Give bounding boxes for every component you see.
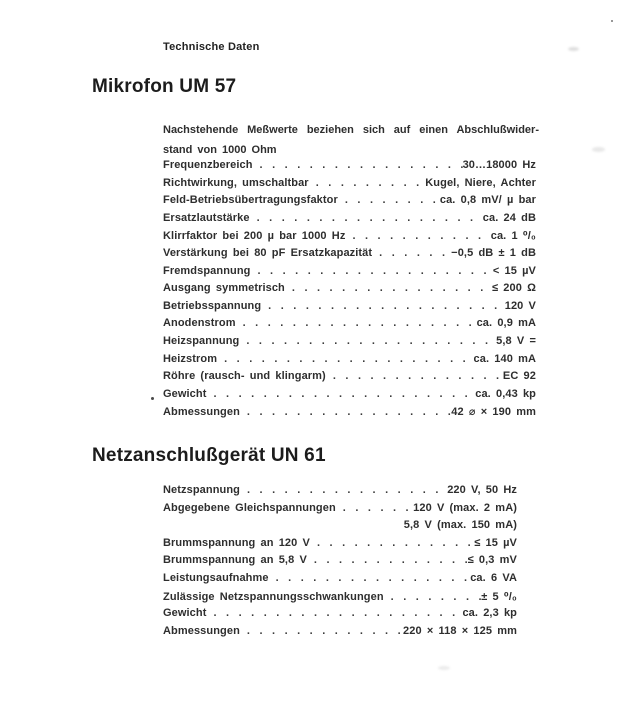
spec-label: Frequenzbereich	[163, 159, 253, 171]
spec-row	[163, 265, 536, 283]
spec-label: Brummspannung an 120 V	[163, 536, 310, 549]
dot-leader	[307, 554, 468, 566]
spec-label: Klirrfaktor bei 200 µ bar 1000 Hz	[163, 230, 346, 243]
dot-leader	[236, 317, 477, 329]
spec-label: Anodenstrom	[163, 317, 236, 330]
spec-row	[163, 537, 517, 555]
spec-row	[163, 502, 517, 520]
dot-leader	[250, 265, 492, 277]
spec-label: Abmessungen	[163, 624, 240, 637]
spec-label: Richtwirkung, umschaltbar	[163, 176, 309, 189]
spec-label: Betriebsspannung	[163, 299, 262, 312]
spec-label: Verstärkung bei 80 pF Ersatzkapazität	[163, 246, 373, 259]
spec-value: ± 5 ⁰/₀	[481, 590, 517, 603]
spec-row	[163, 625, 517, 643]
spec-row	[163, 317, 536, 335]
spec-value: ca. 24 dB	[482, 211, 536, 224]
scan-artifact-smudge	[592, 147, 605, 152]
dot-leader	[207, 388, 476, 400]
spec-value: EC 92	[502, 370, 536, 383]
spec-value: 5,8 V (max. 150 mA)	[403, 519, 517, 532]
spec-value: ≤ 0,3 mV	[467, 554, 517, 567]
spec-value: ca. 6 VA	[470, 571, 517, 584]
netzteil-spec-table	[163, 484, 517, 642]
spec-label: Heizstrom	[163, 352, 218, 365]
dot-leader	[217, 353, 473, 365]
spec-value: ca. 0,9 mA	[476, 317, 536, 330]
spec-value: ca. 0,43 kp	[475, 387, 536, 400]
spec-label: Gewicht	[163, 607, 207, 620]
dot-leader	[261, 300, 505, 312]
spec-label: Heizspannung	[163, 334, 240, 347]
spec-row	[163, 194, 536, 212]
dot-leader	[372, 247, 451, 259]
spec-row	[163, 247, 536, 265]
scan-artifact-smudge	[568, 47, 579, 51]
spec-row	[163, 370, 536, 388]
spec-row	[163, 335, 536, 353]
section-title-mikrofon-um57: Mikrofon UM 57	[92, 76, 237, 97]
spec-label: Abmessungen	[163, 406, 240, 419]
dot-leader	[250, 212, 483, 224]
spec-value: ≤ 15 µV	[474, 536, 517, 549]
spec-row	[163, 300, 536, 318]
spec-value: 120 V (max. 2 mA)	[413, 501, 517, 514]
spec-row	[163, 554, 517, 572]
dot-leader	[310, 537, 474, 549]
spec-row	[163, 388, 536, 406]
spec-label: Zulässige Netzspannungsschwankungen	[163, 590, 384, 603]
spec-row	[163, 590, 517, 608]
intro-paragraph	[163, 120, 539, 160]
dot-leader	[269, 572, 471, 584]
section-title-netzanschlussgeraet-un61: Netzanschlußgerät UN 61	[92, 445, 326, 466]
spec-label: Leistungsaufnahme	[163, 571, 269, 584]
spec-row	[163, 229, 536, 247]
spec-row	[163, 607, 517, 625]
spec-value: ca. 0,8 mV/ µ bar	[439, 194, 536, 207]
spec-row	[163, 484, 517, 502]
spec-label: Fremdspannung	[163, 264, 251, 277]
spec-value: 120 V	[504, 299, 536, 312]
spec-value: 30…18000 Hz	[462, 159, 536, 171]
spec-value: −0,5 dB ± 1 dB	[451, 246, 536, 259]
scan-artifact-dot	[151, 397, 154, 400]
spec-row	[163, 159, 536, 177]
spec-row	[163, 405, 536, 423]
spec-label: Abgegebene Gleichspannungen	[163, 501, 336, 514]
spec-value: 220 V, 50 Hz	[447, 484, 517, 496]
dot-leader	[326, 370, 503, 382]
spec-row	[163, 353, 536, 371]
dot-leader	[285, 282, 492, 294]
spec-row	[163, 282, 536, 300]
spec-value: 42 ⌀ × 190 mm	[451, 406, 536, 419]
dot-leader	[336, 502, 413, 514]
spec-row	[163, 212, 536, 230]
mikrofon-spec-table	[163, 159, 536, 423]
dot-leader	[384, 591, 482, 603]
spec-row-continuation	[163, 519, 517, 537]
spec-value: ca. 1 ⁰/₀	[490, 230, 536, 243]
spec-value: ca. 140 mA	[473, 352, 536, 365]
spec-value: ca. 2,3 kp	[462, 607, 517, 620]
scan-artifact-dot	[611, 20, 613, 22]
page-kicker: Technische Daten	[163, 41, 260, 53]
dot-leader	[345, 230, 490, 242]
intro-line: stand von 1000 Ohm	[163, 144, 277, 156]
spec-label: Netzspannung	[163, 484, 240, 496]
dot-leader	[240, 625, 403, 637]
dot-leader	[239, 335, 496, 347]
spec-label: Gewicht	[163, 387, 207, 400]
dot-leader	[240, 484, 447, 496]
dot-leader	[338, 194, 440, 206]
spec-value: 5,8 V =	[496, 334, 536, 347]
spec-label: Brummspannung an 5,8 V	[163, 554, 307, 567]
intro-line: Nachstehende Meßwerte beziehen sich auf einen Abschlußwider-	[163, 124, 539, 136]
spec-label: Ersatzlautstärke	[163, 211, 250, 224]
spec-label: Röhre (rausch- und klingarm)	[163, 370, 326, 383]
dot-leader	[253, 159, 463, 171]
spec-row	[163, 572, 517, 590]
spec-label: Feld-Betriebsübertragungsfaktor	[163, 194, 338, 207]
scan-artifact-smudge	[438, 666, 450, 670]
spec-value: < 15 µV	[492, 264, 536, 277]
dot-leader	[240, 406, 451, 418]
spec-value: 220 × 118 × 125 mm	[403, 624, 517, 637]
spec-value: Kugel, Niere, Achter	[425, 176, 536, 189]
spec-row	[163, 177, 536, 195]
spec-value: ≤ 200 Ω	[491, 282, 536, 295]
spec-label: Ausgang symmetrisch	[163, 282, 285, 295]
dot-leader	[207, 607, 463, 619]
dot-leader	[309, 177, 426, 189]
